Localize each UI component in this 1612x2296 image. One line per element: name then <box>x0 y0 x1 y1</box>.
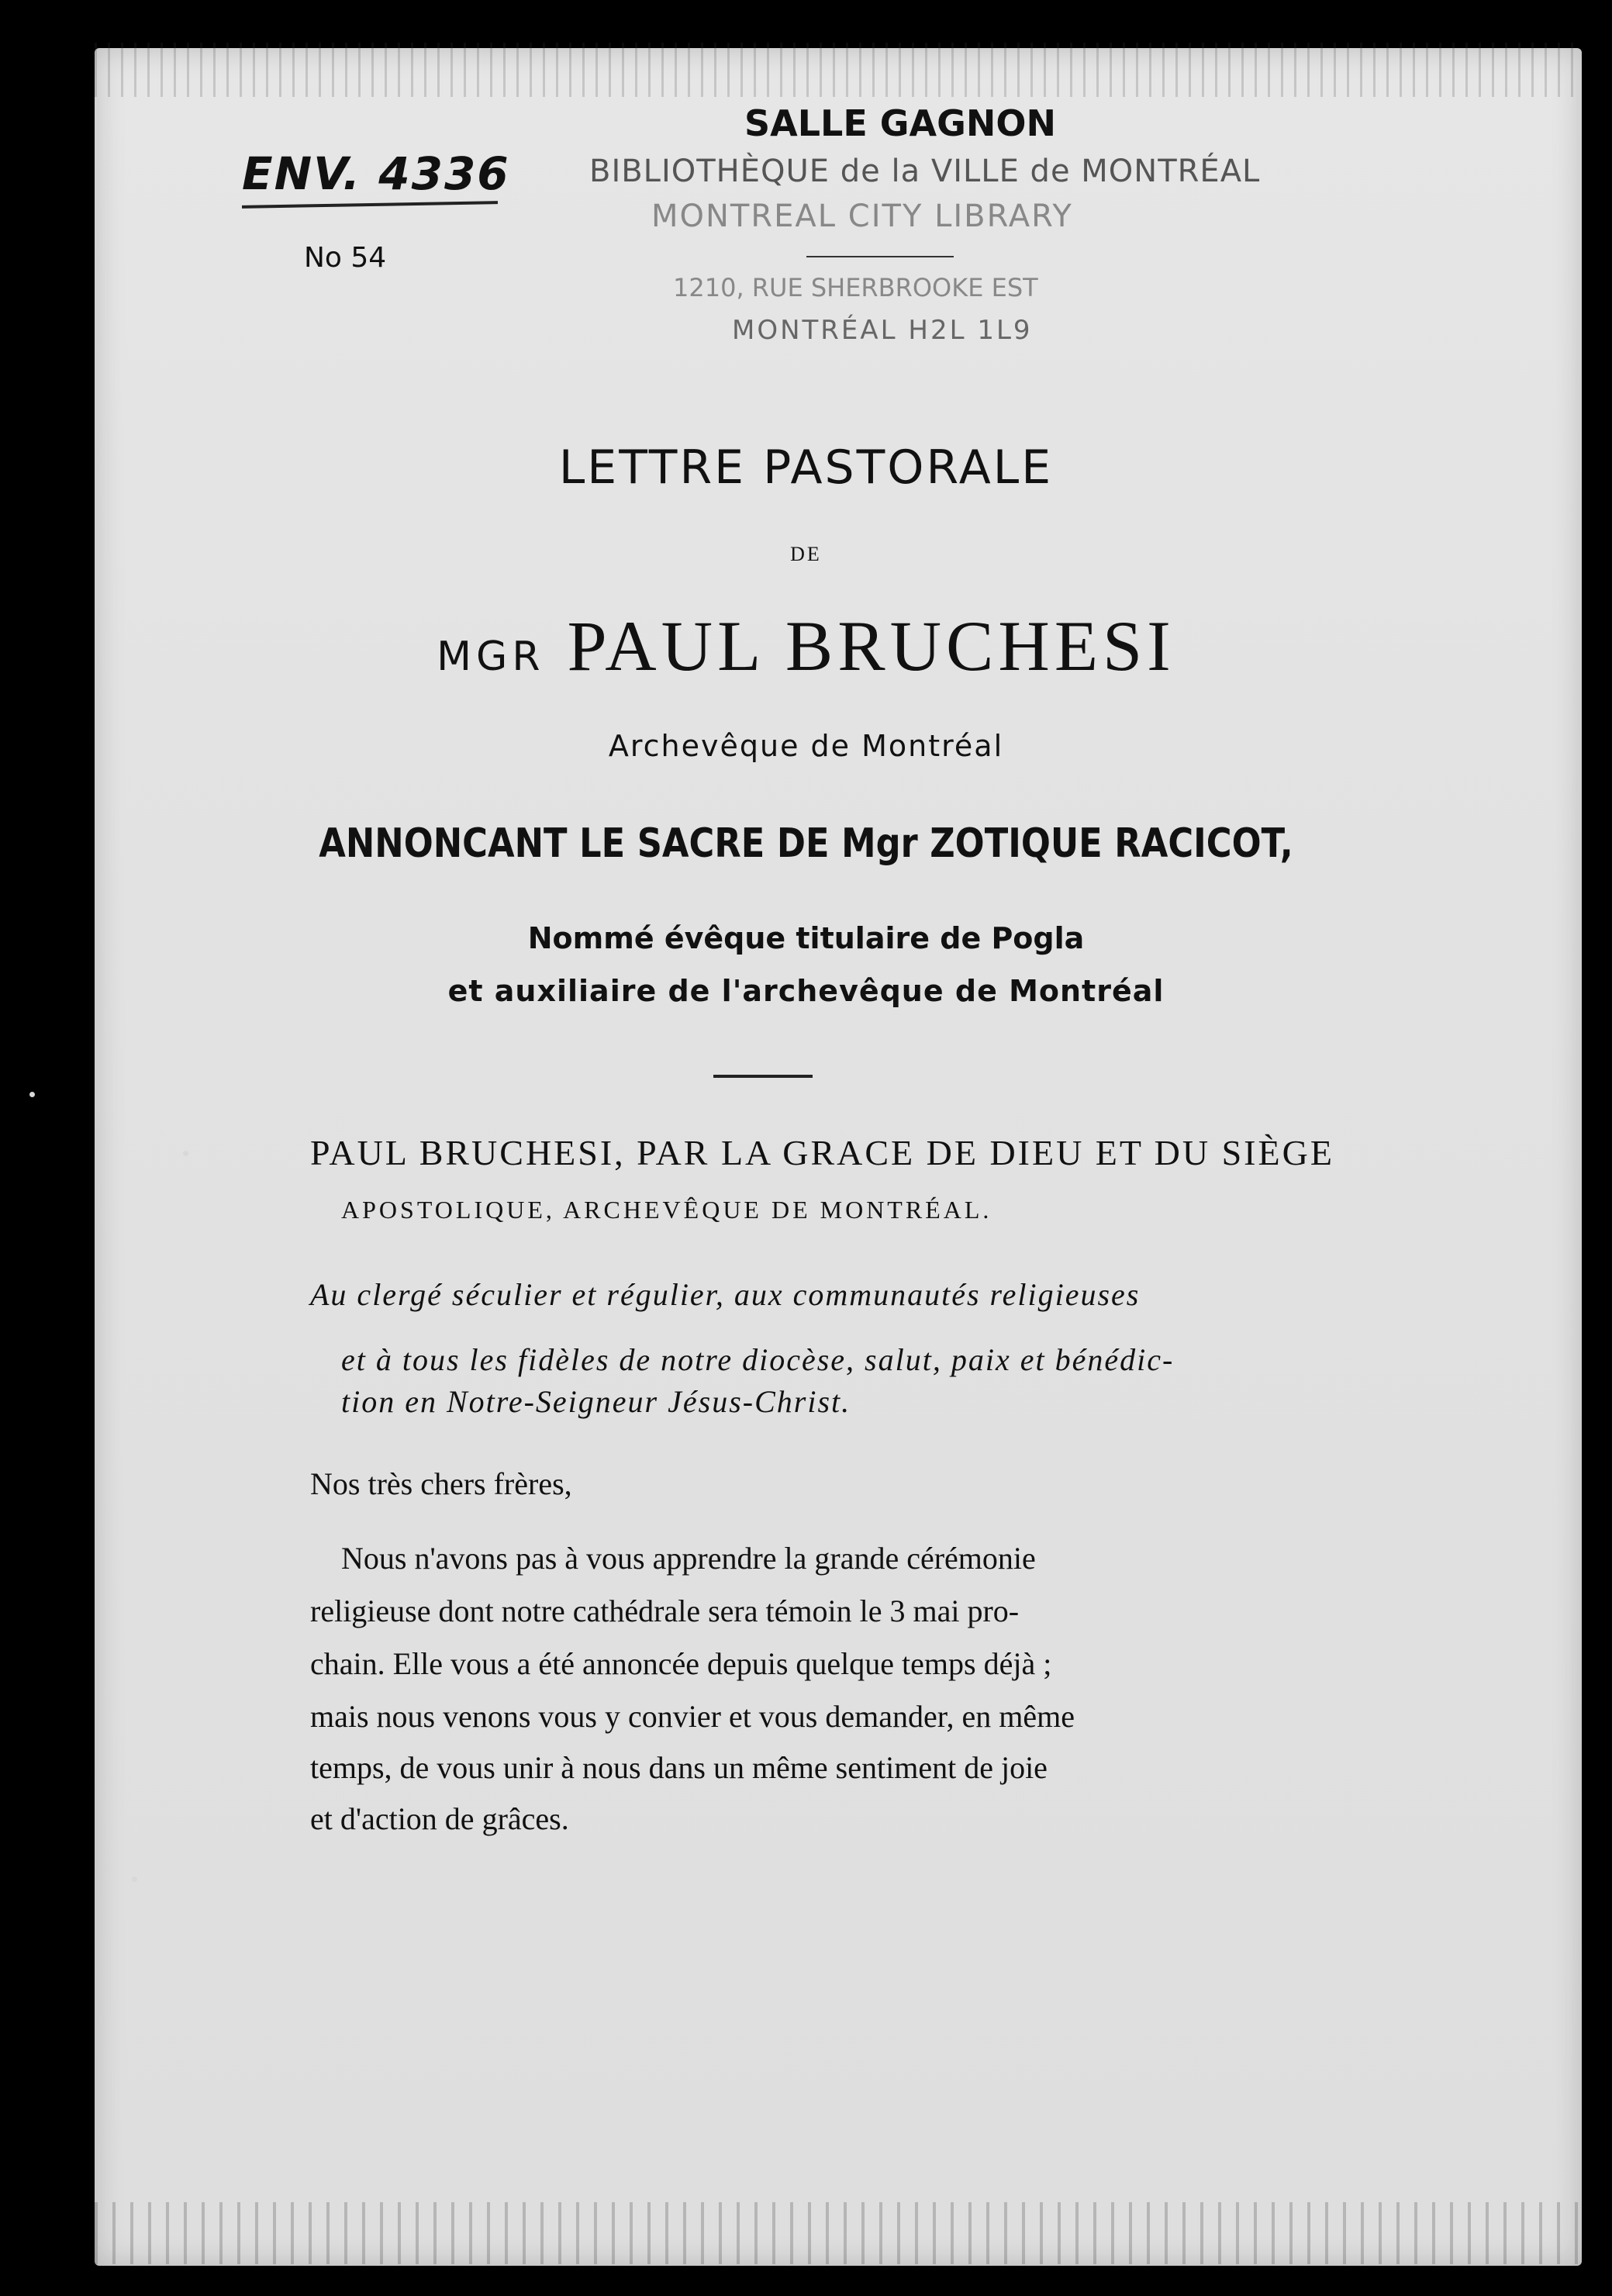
page-top-edge <box>95 43 1582 97</box>
title-preposition: DE <box>790 543 822 565</box>
body-line-3: chain. Elle vous a été annoncée depuis quelque temps déjà ; <box>310 1646 1052 1681</box>
stamp-city: MONTRÉAL H2L 1L9 <box>732 315 1033 346</box>
stamp-divider <box>806 256 954 257</box>
salutation-line-1: PAUL BRUCHESI, PAR LA GRACE DE DIEU ET DU SIÈGE <box>310 1133 1334 1172</box>
author-heading <box>0 605 1612 687</box>
subtitle-line-2: et auxiliaire de l'archevêque de Montréal <box>447 974 1165 1008</box>
body-line-6: et d'action de grâces. <box>310 1801 569 1836</box>
body-line-5: temps, de vous unir à nous dans un même sentiment de joie <box>310 1750 1048 1785</box>
stamp-library-fr: BIBLIOTHÈQUE de la VILLE de MONTRÉAL <box>589 154 1261 189</box>
body-line-2: religieuse dont notre cathédrale sera témoin le 3 mai pro- <box>310 1593 1020 1628</box>
letter-title: LETTRE PASTORALE <box>558 440 1054 495</box>
address-line-2: et à tous les fidèles de notre diocèse, salut, paix et bénédic- <box>341 1342 1175 1377</box>
body-line-4: mais nous venons vous y convier et vous demander, en même <box>310 1699 1075 1734</box>
greeting: Nos très chers frères, <box>310 1466 572 1501</box>
section-divider <box>713 1075 813 1078</box>
catalog-number: ENV. 4336 <box>242 147 510 200</box>
stamp-library-en: MONTREAL CITY LIBRARY <box>651 199 1073 234</box>
page-bottom-edge <box>95 2202 1582 2264</box>
scan-speck <box>183 1151 188 1156</box>
body-line-1: Nous n'avons pas à vous apprendre la grande cérémonie <box>341 1541 1036 1576</box>
author-name: PAUL BRUCHESI <box>567 606 1175 685</box>
author-prefix: MGR <box>437 634 545 680</box>
author-office: Archevêque de Montréal <box>608 729 1004 763</box>
stamp-room: SALLE GAGNON <box>744 102 1057 144</box>
address-line-3: tion en Notre-Seigneur Jésus-Christ. <box>341 1384 851 1419</box>
subtitle-line-1: Nommé évêque titulaire de Pogla <box>527 921 1085 955</box>
document-number: No 54 <box>304 242 387 274</box>
scan-speck <box>132 1877 137 1882</box>
scan-speck <box>29 1092 35 1097</box>
stamp-street: 1210, RUE SHERBROOKE EST <box>673 273 1038 302</box>
salutation-line-2: APOSTOLIQUE, ARCHEVÊQUE DE MONTRÉAL. <box>341 1196 992 1224</box>
announcement-heading: ANNONCANT LE SACRE DE Mgr ZOTIQUE RACICOT, <box>319 820 1293 867</box>
address-line-1: Au clergé séculier et régulier, aux communautés religieuses <box>310 1277 1141 1312</box>
